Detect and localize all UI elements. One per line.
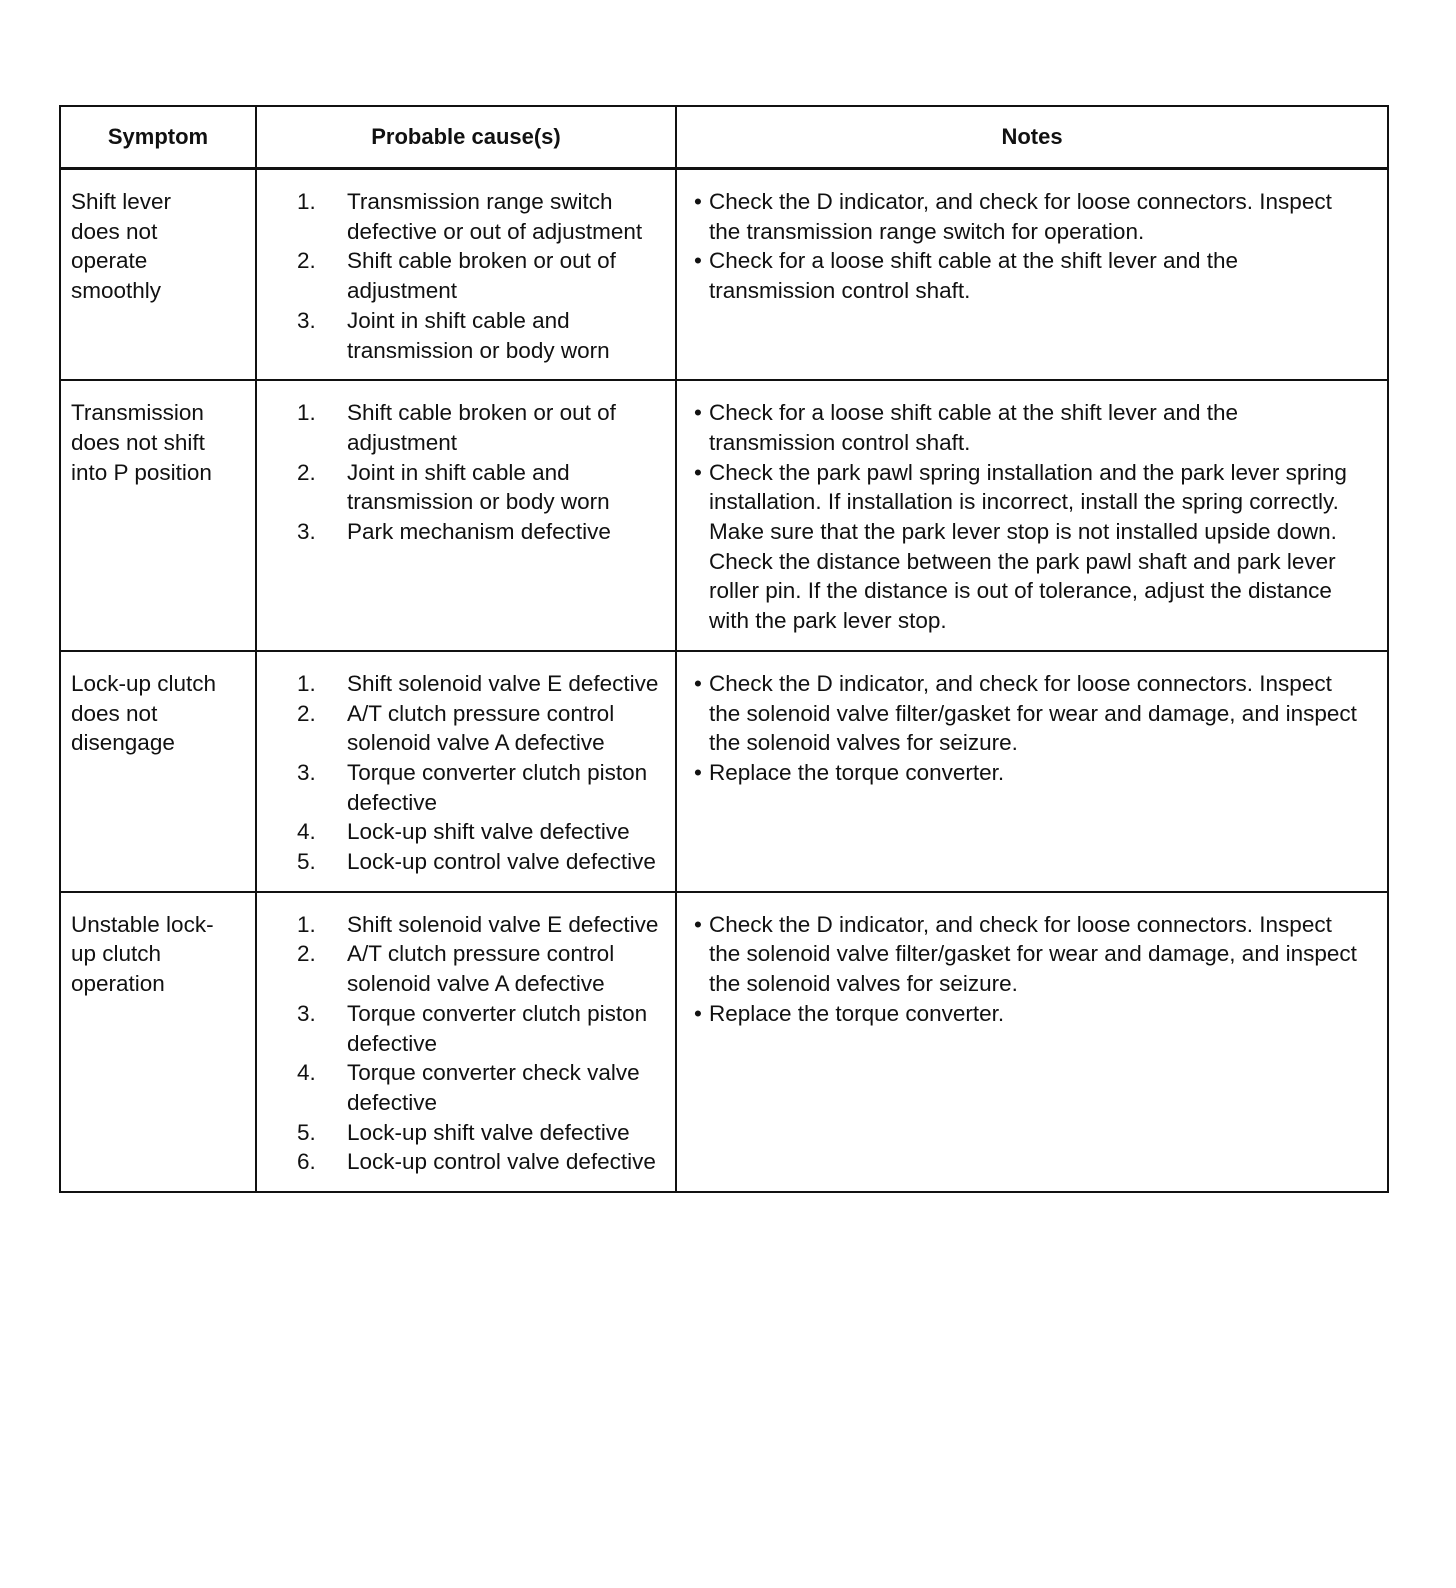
bullet-icon: • bbox=[694, 459, 702, 485]
cause-item bbox=[297, 398, 665, 457]
cause-number: 6. bbox=[297, 1149, 316, 1175]
cause-text: Park mechanism defective bbox=[347, 519, 611, 545]
table-header-row bbox=[61, 107, 1387, 169]
cause-text: Lock-up control valve defective bbox=[347, 1149, 656, 1175]
cause-list bbox=[267, 669, 665, 877]
table-row bbox=[61, 892, 1387, 1191]
bullet-icon: • bbox=[694, 911, 702, 937]
cause-number: 2. bbox=[297, 248, 316, 274]
cause-text: A/T clutch pressure control solenoid valve A defective bbox=[347, 941, 615, 997]
cause-list bbox=[267, 398, 665, 547]
cause-item bbox=[297, 517, 665, 547]
symptom-cell: Unstable lock- up clutch operation bbox=[61, 892, 256, 1191]
bullet-icon: • bbox=[694, 189, 702, 214]
bullet-icon: • bbox=[694, 670, 702, 696]
probable-causes-cell bbox=[256, 892, 676, 1191]
cause-number: 2. bbox=[297, 459, 316, 485]
note-item bbox=[687, 458, 1369, 636]
cause-item bbox=[297, 817, 665, 847]
table-row bbox=[61, 380, 1387, 651]
note-item bbox=[687, 398, 1369, 457]
bullet-icon: • bbox=[694, 759, 702, 785]
cause-item bbox=[297, 187, 665, 246]
table-body bbox=[61, 169, 1387, 1192]
note-text: Replace the torque converter. bbox=[709, 1000, 1005, 1026]
note-text: Check for a loose shift cable at the shift lever and the transmission control shaft. bbox=[709, 248, 1239, 304]
cause-number: 5. bbox=[297, 849, 316, 875]
troubleshooting-table-frame bbox=[59, 105, 1389, 1193]
cause-text: Torque converter clutch piston defective bbox=[347, 759, 648, 815]
cause-item bbox=[297, 1147, 665, 1177]
table-row bbox=[61, 651, 1387, 892]
cause-number: 1. bbox=[297, 911, 316, 937]
header-probable-causes: Probable cause(s) bbox=[256, 107, 676, 169]
symptom-cell: Lock-up clutch does not disengage bbox=[61, 651, 256, 892]
table-row bbox=[61, 169, 1387, 381]
cause-item bbox=[297, 669, 665, 699]
cause-text: A/T clutch pressure control solenoid valve A defective bbox=[347, 700, 615, 756]
cause-item bbox=[297, 1118, 665, 1148]
cause-text: Joint in shift cable and transmission or body worn bbox=[347, 459, 610, 515]
bullet-icon: • bbox=[694, 400, 702, 426]
cause-text: Joint in shift cable and transmission or body worn bbox=[347, 307, 610, 363]
cause-text: Lock-up shift valve defective bbox=[347, 1119, 630, 1145]
cause-item bbox=[297, 939, 665, 998]
cause-number: 1. bbox=[297, 189, 316, 214]
symptom-cell: Shift lever does not operate smoothly bbox=[71, 189, 172, 304]
cause-item bbox=[297, 306, 665, 365]
note-item bbox=[687, 910, 1369, 999]
notes-list bbox=[687, 398, 1377, 636]
note-text: Replace the torque converter. bbox=[709, 759, 1005, 785]
cause-text: Lock-up shift valve defective bbox=[347, 819, 630, 845]
probable-causes-cell bbox=[256, 651, 676, 892]
cause-text: Torque converter check valve defective bbox=[347, 1060, 640, 1115]
note-text: Check the D indicator, and check for loose connectors. Inspect the solenoid valve filter/gasket for wear and damage, and inspect the solenoid valves for seizure. bbox=[709, 670, 1357, 756]
cause-number: 5. bbox=[297, 1119, 316, 1145]
cause-item bbox=[297, 458, 665, 517]
notes-list bbox=[687, 669, 1377, 788]
note-item bbox=[687, 187, 1369, 246]
note-item bbox=[687, 999, 1369, 1029]
cause-text: Shift solenoid valve E defective bbox=[347, 911, 659, 937]
note-item bbox=[687, 246, 1369, 305]
notes-cell bbox=[676, 380, 1387, 651]
cause-number: 3. bbox=[297, 1000, 316, 1026]
notes-cell bbox=[676, 651, 1387, 892]
cause-number: 1. bbox=[297, 400, 316, 426]
troubleshooting-table bbox=[61, 107, 1387, 1191]
cause-number: 1. bbox=[297, 670, 316, 696]
cause-item bbox=[297, 1058, 665, 1117]
header-symptom: Symptom bbox=[61, 107, 256, 169]
cause-text: Shift cable broken or out of adjustment bbox=[347, 400, 616, 455]
notes-list bbox=[687, 187, 1377, 306]
header-notes: Notes bbox=[676, 107, 1387, 169]
cause-list bbox=[267, 187, 665, 365]
cause-number: 3. bbox=[297, 759, 316, 785]
cause-item bbox=[297, 910, 665, 940]
bullet-icon: • bbox=[694, 248, 702, 274]
cause-text: Transmission range switch defective or out of adjustment bbox=[347, 189, 643, 244]
bullet-icon: • bbox=[694, 1000, 702, 1026]
note-text: Check for a loose shift cable at the shift lever and the transmission control shaft. bbox=[709, 400, 1239, 455]
notes-cell bbox=[676, 892, 1387, 1191]
probable-causes-cell bbox=[256, 380, 676, 651]
cause-text: Shift solenoid valve E defective bbox=[347, 670, 659, 696]
notes-list bbox=[687, 910, 1377, 1029]
notes-cell bbox=[676, 169, 1387, 381]
cause-item bbox=[297, 999, 665, 1058]
cause-number: 3. bbox=[297, 307, 316, 333]
cause-number: 4. bbox=[297, 1060, 316, 1086]
note-text: Check the D indicator, and check for loose connectors. Inspect the transmission range switch for operation. bbox=[709, 189, 1332, 244]
cause-number: 2. bbox=[297, 941, 316, 967]
cause-number: 3. bbox=[297, 519, 316, 545]
cause-text: Lock-up control valve defective bbox=[347, 849, 656, 875]
cause-item bbox=[297, 246, 665, 305]
probable-causes-cell bbox=[256, 169, 676, 381]
cause-list bbox=[267, 910, 665, 1177]
symptom-cell: Transmission does not shift into P position bbox=[61, 380, 256, 651]
note-text: Check the park pawl spring installation and the park lever spring installation. If installation is incorrect, install the spring correctly. Make sure that the park lever stop is not installed upside down. Check the distance between the park pawl shaft and park lever roller pin. If the distance is out of tolerance, adjust the distance with the park lever stop. bbox=[709, 459, 1347, 634]
cause-item bbox=[297, 847, 665, 877]
cause-number: 2. bbox=[297, 700, 316, 726]
cause-item bbox=[297, 758, 665, 817]
note-item bbox=[687, 758, 1369, 788]
cause-text: Torque converter clutch piston defective bbox=[347, 1000, 648, 1056]
note-text: Check the D indicator, and check for loose connectors. Inspect the solenoid valve filter/gasket for wear and damage, and inspect the solenoid valves for seizure. bbox=[709, 911, 1357, 997]
note-item bbox=[687, 669, 1369, 758]
cause-text: Shift cable broken or out of adjustment bbox=[347, 248, 616, 304]
cause-item bbox=[297, 699, 665, 758]
cause-number: 4. bbox=[297, 819, 316, 845]
